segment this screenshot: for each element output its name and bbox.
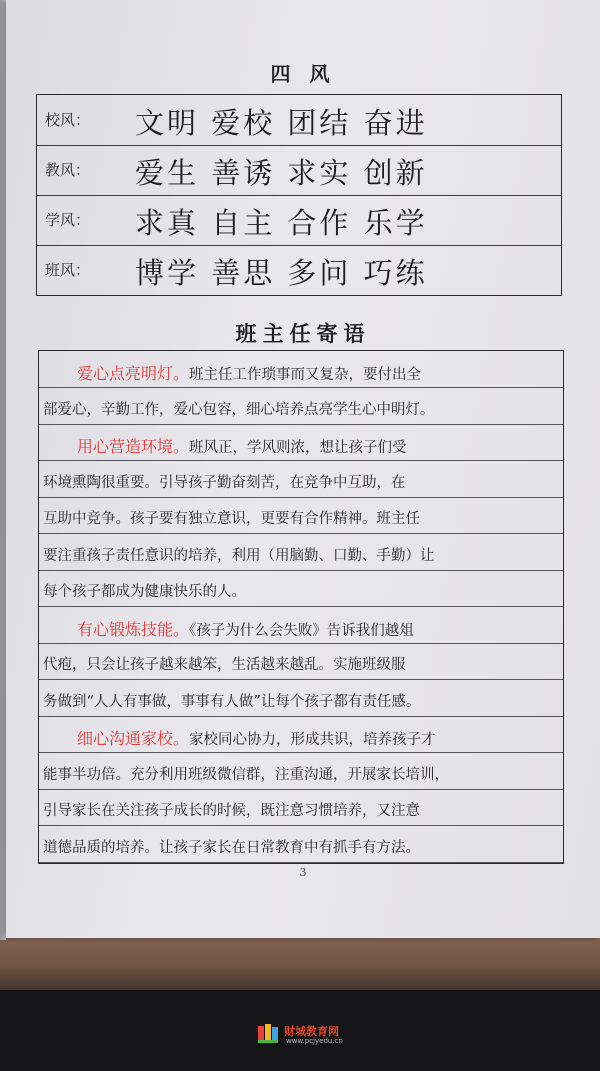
- message-body: 务做到“人人有事做，事事有人做”让每个孩子都有责任感。: [43, 693, 421, 710]
- book-icon: [256, 1022, 280, 1044]
- message-line: [39, 607, 563, 644]
- message-line-text: [43, 836, 420, 857]
- message-line-text: [77, 434, 407, 457]
- message-line-text: [77, 361, 421, 384]
- message-line: [39, 534, 563, 571]
- message-line: [39, 753, 563, 790]
- message-body: 家校同心协力，形成共识，培养孩子才: [189, 732, 436, 748]
- message-body: 每个孩子都成为健康快乐的人。: [43, 584, 246, 600]
- notebook-page: [6, 0, 600, 938]
- four-winds-table: [36, 94, 562, 296]
- message-line: [39, 388, 563, 425]
- message-body: 引导家长在关注孩子成长的时候，既注意习惯培养，又注意: [43, 803, 420, 819]
- message-line-text: [43, 690, 420, 711]
- message-title: 班主任寄语: [235, 321, 371, 346]
- row-label: 班风：: [45, 261, 91, 279]
- message-line-text: [43, 763, 449, 784]
- message-body: 代疱，只会让孩子越来越笨，生活越来越乱。实施班级服: [43, 657, 406, 673]
- watermark-logo: [256, 1022, 376, 1048]
- message-line: [39, 716, 563, 753]
- four-winds-row: [37, 245, 561, 295]
- row-label: 教风：: [45, 161, 91, 179]
- watermark-name: 财城教育网: [284, 1025, 339, 1038]
- watermark-url: www.pcjyedu.cn: [286, 1037, 343, 1045]
- four-winds-row: [37, 195, 561, 246]
- message-heading: 细心沟通家校。: [77, 729, 190, 748]
- four-winds-row: [37, 145, 561, 196]
- message-heading: 有心锻炼技能。: [77, 619, 190, 639]
- message-heading: 用心营造环境。: [77, 437, 190, 456]
- message-line: [39, 789, 563, 826]
- page-number: 3: [299, 866, 307, 879]
- row-label: 校风：: [45, 111, 91, 129]
- message-line: [39, 424, 563, 461]
- message-line-text: [43, 580, 246, 601]
- four-winds-title: 四 风: [270, 62, 336, 86]
- row-label: 学风：: [45, 211, 91, 229]
- message-body: 道德品质的培养。让孩子家长在日常教育中有抓手有方法。: [43, 839, 420, 856]
- message-box: [38, 350, 564, 864]
- message-line-text: [43, 544, 435, 565]
- row-text: 文明 爱校 团结 奋进: [135, 106, 428, 140]
- message-heading: 爱心点亮明灯。: [77, 364, 190, 383]
- message-line-text: [77, 726, 436, 749]
- message-line: [39, 643, 563, 680]
- row-text: 爱生 善诱 求实 创新: [135, 156, 428, 190]
- message-line: [39, 497, 563, 534]
- message-line: [39, 680, 563, 717]
- message-line: [39, 461, 563, 498]
- message-line-text: [77, 617, 414, 640]
- message-body: 能事半功倍。充分利用班级微信群，注重沟通，开展家长培训，: [43, 766, 449, 783]
- message-line-text: [43, 398, 435, 419]
- message-body: 要注重孩子责任意识的培养，利用（用脑勤、口勤、手勤）让: [43, 547, 435, 564]
- message-body: 环境熏陶很重要。引导孩子勤奋刻苦，在竞争中互助，在: [43, 474, 406, 491]
- message-body: 互助中竞争。孩子要有独立意识，更要有合作精神。班主任: [43, 511, 420, 527]
- message-line-text: [43, 507, 420, 528]
- message-line-text: [43, 653, 406, 674]
- message-body: 《孩子为什么会失败》告诉我们越俎: [189, 622, 414, 639]
- message-body: 部爱心，辛勤工作，爱心包容，细心培养点亮学生心中明灯。: [43, 401, 435, 418]
- message-line: [39, 570, 563, 607]
- message-line-text: [43, 799, 420, 820]
- four-winds-row: [37, 95, 561, 146]
- message-body: 班风正，学风则浓，想让孩子们受: [189, 440, 407, 456]
- message-line-text: [43, 471, 406, 492]
- message-body: 班主任工作琐事而又复杂，要付出全: [189, 367, 422, 383]
- message-line: [39, 351, 563, 388]
- row-text: 博学 善思 多问 巧练: [135, 256, 428, 290]
- row-text: 求真 自主 合作 乐学: [135, 206, 428, 240]
- message-line: [39, 826, 563, 863]
